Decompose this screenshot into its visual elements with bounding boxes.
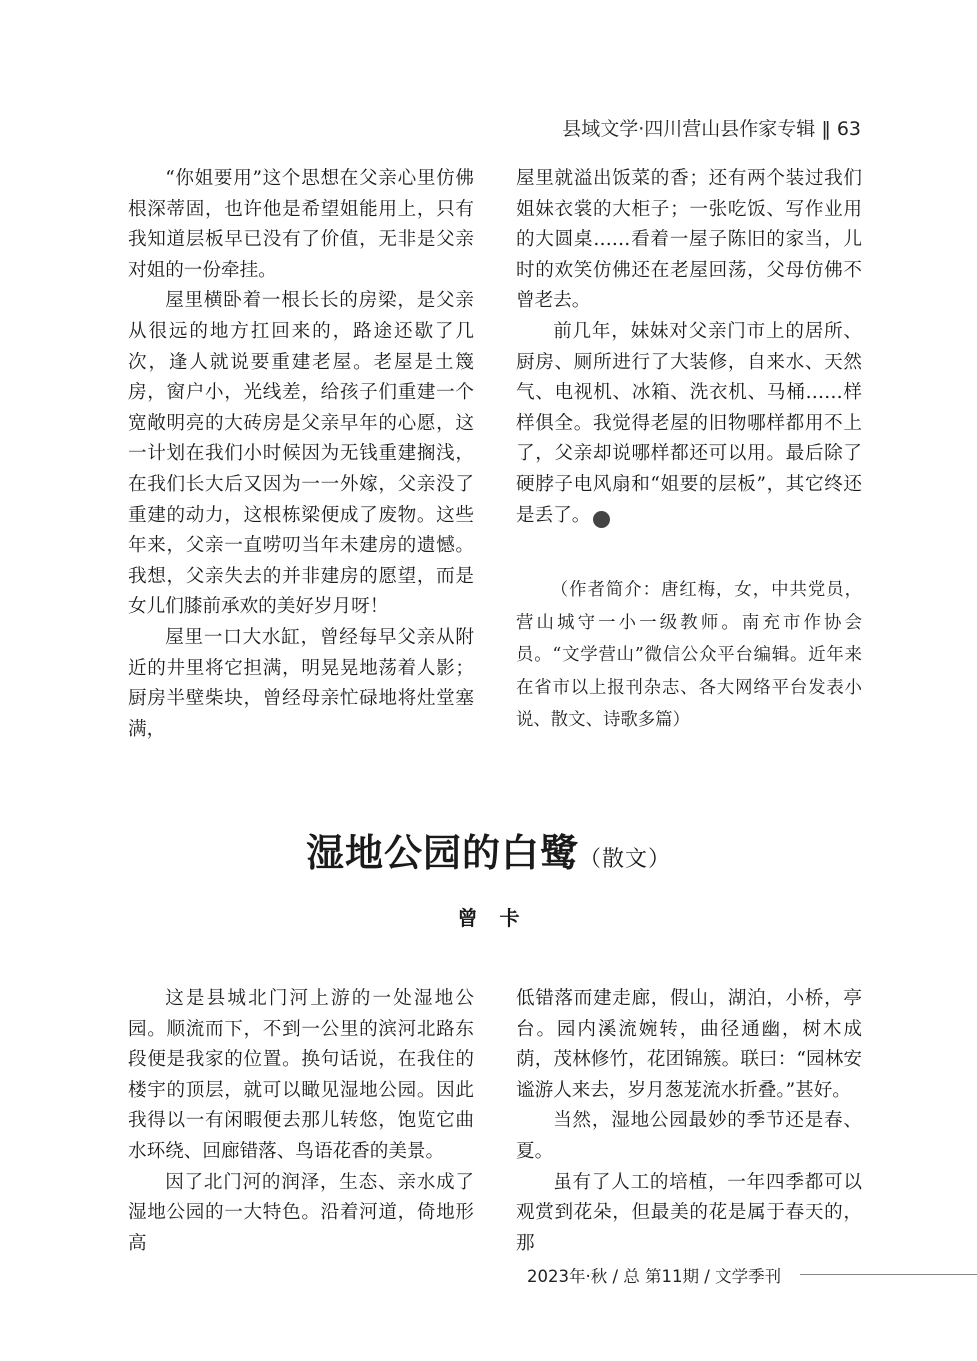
- paragraph: 屋里一口大水缸，曾经每早父亲从附近的井里将它担满，明晃晃地荡着人影；厨房半壁柴块，曾经母亲忙碌地将灶堂塞满，: [128, 626, 474, 740]
- article-title-main: 湿地公园的白鹭: [305, 830, 579, 875]
- running-title: 县域文学·四川营山县作家专辑: [562, 118, 816, 140]
- author-bio: [516, 574, 862, 737]
- paragraph-with-end-mark: [516, 317, 862, 531]
- footer-issue-line: 2023年·秋 / 总 第11期 / 文学季刊: [527, 1267, 782, 1286]
- header-separator: ‖: [821, 118, 831, 140]
- paragraph: 因了北门河的润泽，生态、亲水成了湿地公园的一大特色。沿着河道，倚地形高: [128, 1171, 474, 1254]
- paragraph: 低错落而建走廊，假山，湖泊，小桥，亭台。园内溪流婉转，曲径通幽，树木成荫，茂林修竹，花团锦簇。联曰：“园林安谧游人来去，岁月葱茏流水折叠。”甚好。: [516, 988, 862, 1101]
- paragraph: 屋里横卧着一根长长的房梁，是父亲从很远的地方扛回来的，路途还歇了几次，逢人就说要重建老屋。老屋是土篾房，窗户小，光线差，给孩子们重建一个宽敞明亮的大砖房是父亲早年的心愿，这一计划在我们小时候因为无钱重建搁浅，在我们长大后又因为一一外嫁，父亲没了重建的动力，这根栋梁便成了废物。这些年来，父亲一直唠叨当年未建房的遗憾。我想，父亲失去的并非建房的愿望，而是女儿们膝前承欢的美好岁月呀！: [128, 290, 474, 618]
- bottom-left-column: [128, 984, 474, 1259]
- paragraph: 当然，湿地公园最妙的季节还是春、夏。: [516, 1110, 862, 1162]
- author-bio-text: （作者简介：唐红梅，女，中共党员，营山城守一小一级教师。南充市作协会员。“文学营山”微信公众平台编辑。近年来在省市以上报刊杂志、各大网络平台发表小说、散文、诗歌多篇）: [516, 580, 862, 730]
- top-left-column: [128, 164, 474, 745]
- article-genre: （散文）: [579, 847, 672, 872]
- bottom-right-column: [516, 984, 862, 1259]
- paragraph: “你姐要用”这个思想在父亲心里仿佛根深蒂固，也许他是希望姐能用上，只有我知道层板早已没有了价值，无非是父亲对姐的一份牵挂。: [128, 168, 474, 281]
- page-number: 63: [836, 118, 861, 140]
- paragraph: 这是县城北门河上游的一处湿地公园。顺流而下，不到一公里的滨河北路东段便是我家的位置。换句话说，在我住的楼宇的顶层，就可以瞰见湿地公园。因此我得以一有闲暇便去那儿转悠，饱览它曲水环绕、回廊错落、鸟语花香的美景。: [128, 988, 474, 1162]
- running-header: [562, 114, 861, 141]
- article-title: [0, 822, 977, 877]
- paragraph: 前几年，妹妹对父亲门市上的居所、厨房、厕所进行了大装修，自来水、天然气、电视机、冰箱、洗衣机、马桶……样样俱全。我觉得老屋的旧物哪样都用不上了，父亲却说哪样都还可以用。最后除了硬脖子电风扇和“姐要的层板”，其它终还是丢了。: [516, 320, 862, 526]
- end-mark-icon: ◎: [593, 511, 610, 528]
- paragraph: 虽有了人工的培植，一年四季都可以观赏到花朵，但最美的花是属于春天的，那: [516, 1171, 862, 1254]
- top-right-column: [516, 164, 862, 531]
- paragraph: 屋里就溢出饭菜的香；还有两个装过我们姐妹衣裳的大柜子；一张吃饭、写作业用的大圆桌……看着一屋子陈旧的家当，儿时的欢笑仿佛还在老屋回荡，父母仿佛不曾老去。: [516, 168, 862, 312]
- footer-rule: [800, 1274, 977, 1275]
- article-author: 曾卡: [457, 906, 542, 930]
